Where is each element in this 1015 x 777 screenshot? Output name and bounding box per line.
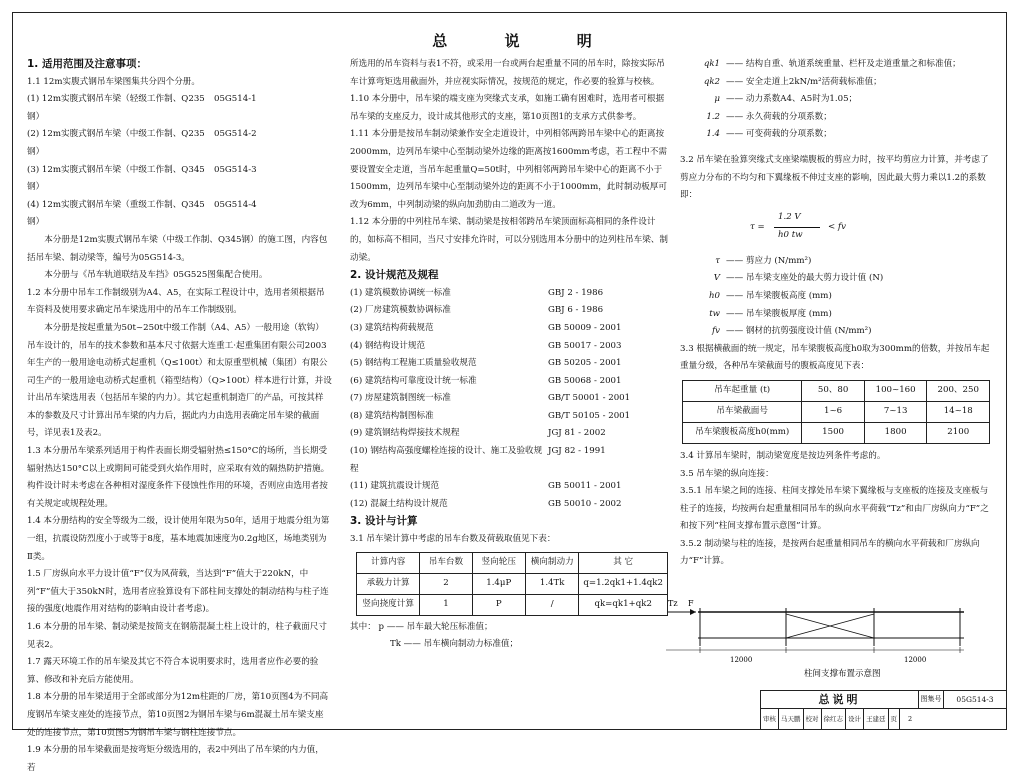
standard-name: (7) 房屋建筑制图统一标准 (350, 393, 451, 404)
book-row: (1) 12m实腹式钢吊车梁（轻级工作制、Q235钢） 05G514-1 (27, 94, 257, 122)
standard-row (350, 443, 668, 478)
para: 1.6 本分册的吊车梁、制动梁是按简支在钢筋混凝土柱上设计的，柱子截面尺寸见表2。 (27, 622, 327, 650)
section-heading-3: 3. 设计与计算 (350, 515, 418, 528)
standard-row (350, 425, 668, 443)
standard-row (350, 302, 668, 320)
atlas-number: 05G514-3 (956, 695, 994, 704)
standard-code: GB/T 50001 - 2001 (548, 393, 631, 404)
para: 本分册是按起重量为50t~250t中级工作制（A4、A5）一般用途（软钩）吊车设计的，吊车的技术参数和基本尺寸依据大连重工·起重集团有限公司2003年生产的一般用途电动桥式起重机（Q≤100t）和太原重型机械（集团）有限公司生产的一般用途电动桥式起重机（箱型结构）（Q>100t）样本进行计算，并设计出吊车梁选用表（包括吊车梁的内力）。其它起重机制造厂的产品，可按其样本的参数及尺寸计算出吊车梁的内力后，据此内力由选用表确定吊车梁的截面号，详见表1及表2。 (27, 322, 332, 439)
symbol-desc: —— 动力系数A4、A5时为1.05； (726, 94, 858, 105)
para: 本分册是12m实腹式钢吊车梁（中级工作制、Q345钢）的施工图，内容包括吊车梁、制动梁等，编号为05G514-3。 (27, 234, 328, 263)
note: Tk —— 吊车横向制动力标准值； (390, 639, 519, 650)
symbol-desc: —— 剪应力 (N/mm²) (726, 255, 812, 266)
para: 1.7 露天环境工作的吊车梁及其它不符合本说明要求时，选用者应作必要的验算、修改和补充后方能使用。 (27, 657, 319, 685)
symbol-desc: —— 安全走道上2kN/m²活荷载标准值； (726, 76, 882, 87)
book-row: (3) 12m实腹式钢吊车梁（中级工作制、Q345钢） 05G514-3 (27, 164, 257, 193)
standard-row (350, 496, 668, 514)
symbol-row (680, 288, 990, 306)
para: 1.8 本分册的吊车梁适用于全部或部分为12m柱距的厂房，第10页图4为不同高度钢吊车梁支座处的连接节点，第10页图2为钢吊车梁与6m混凝土吊车梁支座处的连接节点，第10页图5为钢吊车梁与钢柱连接节点。 (27, 692, 329, 738)
para: 1.11 本分册是按吊车制动梁兼作安全走道设计，中列相邻两跨吊车梁中心的距离按2000mm，边列吊车梁中心至制动梁外边缘的距离按1600mm考虑，若工程中不需要设置安全走道，当吊车起重量Q=50t时，中列相邻两跨吊车梁中心的距离不小于1500mm，边列吊车梁中心至制动梁外边的距离不小于1000mm，此时制动板厚可改为6mm，中列制动梁的纵向加劲肋由二道改为一道。 (350, 129, 667, 210)
standard-name: (1) 建筑模数协调统一标准 (350, 287, 451, 298)
standard-code: GB 50010 - 2002 (548, 498, 622, 509)
symbol-row (680, 306, 990, 324)
standard-row (350, 285, 668, 303)
standard-code: JGJ 81 - 2002 (548, 428, 606, 439)
standard-name: (8) 建筑结构制图标准 (350, 410, 434, 421)
shear-formula: τ = 1.2 V h0 tw < fv (750, 211, 846, 240)
standard-code: GB 50011 - 2001 (548, 481, 622, 492)
standard-code: GB/T 50105 - 2001 (548, 410, 631, 421)
para: 3.5.1 吊车梁之间的连接、柱间支撑处吊车梁下翼缘板与支座板的连接及支座板与柱子的连接，均按两台起重量相同吊车的纵向水平荷载“Tz”和由厂房纵向力“F”之和按下列“柱间支撑布置示意图”计算。 (680, 486, 989, 532)
para: 本分册与《吊车轨道联结及车挡》05G525图集配合使用。 (44, 270, 268, 281)
symbol-desc: —— 钢材的抗剪强度设计值 (N/mm²) (726, 326, 872, 337)
bracing-diagram-svg (664, 590, 982, 680)
symbol-desc: —— 可变荷载的分项系数； (726, 129, 832, 140)
para: 3.5 吊车梁的纵向连接： (680, 468, 774, 479)
dimension-label: 12000 (904, 656, 927, 664)
column-1 (27, 56, 332, 777)
para: 1.3 本分册吊车梁系列适用于构件表面长期受辐射热≤150°C的场所，当长期受辐射热达150°C以上或期间可能受到火焰作用时，应采取有效的隔热防护措施。构件设计时未考虑在各种相对湿度条件下侵蚀性作用的环境，否则应由选用者按有关规定或规程处理。 (27, 446, 330, 509)
section-heading-2: 2. 设计规范及规程 (350, 269, 439, 282)
standard-name: (4) 钢结构设计规范 (350, 340, 426, 351)
note: 其中： p —— 吊车最大轮压标准值； (350, 621, 493, 632)
standard-code: JGJ 82 - 1991 (548, 446, 606, 457)
title-block: 总说明 图集号 05G514-3 审核 马天鹏 校对 徐红志 设计 王建廷 页 2 (760, 690, 1006, 729)
symbol-desc: —— 吊车梁支座处的最大剪力设计值 (N) (726, 273, 884, 284)
para: 1.1 12m实腹式钢吊车梁图集共分四个分册。 (27, 76, 200, 87)
book-row: (2) 12m实腹式钢吊车梁（中级工作制、Q235钢） 05G514-2 (27, 129, 257, 157)
para: 3.4 计算吊车梁时，制动梁宽度是按边列条件考虑的。 (680, 450, 886, 461)
column-2 (350, 56, 668, 654)
symbol-row (680, 253, 990, 271)
standard-code: GB 50009 - 2001 (548, 322, 622, 333)
symbol-row (680, 91, 990, 109)
atlas-label: 图集号 (919, 691, 944, 708)
standard-code: GBJ 6 - 1986 (548, 305, 604, 316)
standard-name: (5) 钢结构工程施工质量验收规范 (350, 358, 477, 369)
standard-name: (12) 混凝土结构设计规范 (350, 498, 448, 509)
symbol-row (680, 126, 990, 144)
standard-name: (6) 建筑结构可靠度设计统一标准 (350, 375, 477, 386)
page-title: 总 说 明 (432, 32, 618, 50)
symbol: μ (714, 94, 720, 105)
standard-name: (2) 厂房建筑模数协调标准 (350, 305, 451, 316)
diagram-label-tz: Tz (668, 599, 678, 608)
standard-row (350, 390, 668, 408)
section-heading-1: 1. 适用范围及注意事项： (27, 58, 147, 70)
symbol-row (680, 323, 990, 341)
standard-name: (11) 建筑抗震设计规范 (350, 481, 440, 492)
standard-name: (10) 钢结构高强度螺栓连接的设计、施工及验收规程 (350, 446, 543, 474)
para: 1.9 本分册的吊车梁截面是按弯矩分级选用的，表2中列出了吊车梁的内力值，若 (27, 745, 324, 773)
para: 1.10 本分册中，吊车梁的端支座为突缘式支承，如施工确有困难时，选用者可根据吊车梁的支座反力，设计成其他形式的支座，第10页图1的支承方式供参考。 (350, 94, 665, 122)
diagram-caption: 柱间支撑布置示意图 (804, 669, 881, 679)
para: 3.3 根据横截面的统一规定，吊车梁腹板高度h0取为300mm的倍数，并按吊车起重量分级，各种吊车梁截面号的腹板高度见下表： (680, 343, 990, 372)
column-3 (680, 56, 990, 571)
sheet-name: 总说明 (761, 691, 919, 708)
load-table: 计算内容 吊车台数 竖向轮压 横向制动力 其 它 承载力计算 2 1.4μP 1.4Tk q=1.2qk1+1.4qk2 竖向挠度计算 1 P / qk=qk1+qk2 (356, 552, 668, 616)
symbol: qk1 (703, 59, 720, 69)
para: 1.4 本分册结构的安全等级为二级，设计使用年限为50年，适用于地震分组为第一组，抗震设防烈度小于或等于8度，基本地震加速度为0.2g地区，场地类别为Ⅱ类。 (27, 516, 330, 562)
standard-row (350, 320, 668, 338)
para: 1.5 厂房纵向水平力设计值“F”仅为风荷载，当达到“F”值大于220kN，中列“F”值大于350kN时，选用者应验算设有下部柱间支撑处的制动结构与柱子连接的强度(地震作用对结构的影响由设计者考虑)。 (27, 569, 329, 615)
symbol: qk2 (703, 76, 720, 87)
para: 3.5.2 制动梁与柱的连接，是按两台起重量相同吊车的横向水平荷载和厂房纵向力“F”计算。 (680, 538, 980, 567)
standard-code: GB 50068 - 2001 (548, 375, 622, 386)
symbol-row (680, 74, 990, 92)
para: 3.2 吊车梁在验算突缘式支座梁端腹板的剪应力时，按平均剪应力计算，并考虑了剪应力分布的不均匀和下翼缘板不伸过支座的影响，因此最大剪力乘以1.2的系数即： (680, 154, 989, 201)
standard-code: GB 50205 - 2001 (548, 358, 622, 369)
standard-row (350, 373, 668, 391)
dimension-label: 12000 (730, 656, 753, 664)
symbol: h0 (708, 290, 720, 301)
symbol: τ (715, 255, 720, 266)
para: 1.12 本分册的中列柱吊车梁、制动梁是按相邻跨吊车梁顶面标高相同的条件设计的，如标高不相同，当尺寸安排允许时，可以分别选用本分册中的边列柱吊车梁、制动梁。 (350, 217, 668, 263)
symbol-desc: —— 结构自重、轨道系统重量、栏杆及走道重量之和标准值； (726, 59, 961, 69)
standard-row (350, 338, 668, 356)
standard-row (350, 355, 668, 373)
symbol: V (713, 273, 720, 284)
symbol-row (680, 270, 990, 288)
bracing-diagram (664, 590, 982, 680)
symbol-desc: —— 永久荷载的分项系数； (726, 111, 832, 122)
standard-code: GBJ 2 - 1986 (548, 287, 604, 298)
standard-row (350, 478, 668, 496)
symbol-row (680, 56, 990, 74)
para: 1.2 本分册中吊车工作制级别为A4、A5，在实际工程设计中，选用者须根据吊车资料及使用要求确定吊车梁选用中的吊车工作制级别。 (27, 287, 325, 316)
symbol: fv (711, 326, 720, 337)
symbol: 1.4 (706, 129, 720, 140)
symbol-desc: —— 吊车梁腹板厚度 (mm) (726, 308, 832, 319)
standard-name: (9) 建筑钢结构焊接技术规程 (350, 428, 460, 439)
web-height-table: 吊车起重量 (t) 50、80 100~160 200、250 吊车梁截面号 1~6 7~13 14~18 吊车梁腹板高度h0(mm) 1500 1800 2100 (682, 380, 990, 444)
diagram-label-f: F (688, 599, 694, 608)
standard-row (350, 408, 668, 426)
symbol: 1.2 (706, 111, 720, 122)
symbol-desc: —— 吊车梁腹板高度 (mm) (726, 290, 832, 301)
book-row: (4) 12m实腹式钢吊车梁（重级工作制、Q345钢） 05G514-4 (27, 199, 257, 228)
table1-title: 3.1 吊车梁计算中考虑的吊车台数及荷载取值见下表： (350, 534, 556, 545)
standard-code: GB 50017 - 2003 (548, 340, 622, 351)
standard-name: (3) 建筑结构荷载规范 (350, 322, 434, 333)
symbol-row (680, 109, 990, 127)
para: 所选用的吊车资料与表1不符，或采用一台或两台起重量不同的吊车时，除按实际吊车计算弯矩选用截面外，并应视实际情况，按规范的规定，作必要的验算与校核。 (350, 59, 665, 87)
symbol: tw (709, 308, 720, 319)
